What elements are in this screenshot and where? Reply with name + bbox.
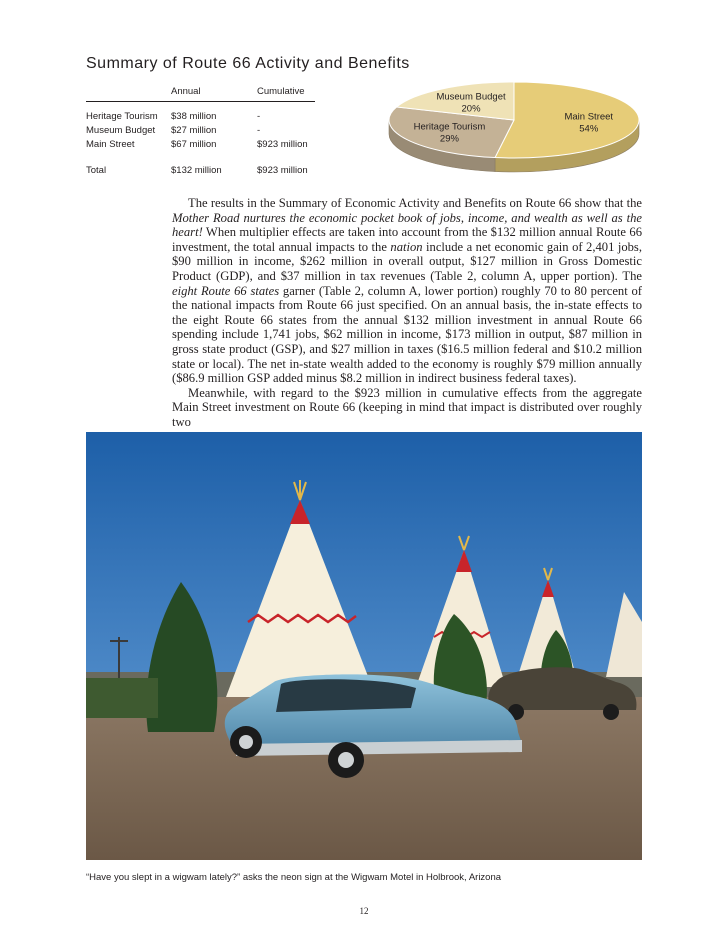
table-cell: $38 million	[171, 111, 217, 122]
pie-label: Museum Budget	[436, 91, 506, 103]
page-number: 12	[359, 906, 369, 916]
table-header-rule	[86, 101, 315, 102]
pie-label: Main Street	[564, 111, 614, 123]
paragraph: Meanwhile, with regard to the $923 million in cumulative effects from the aggregate Main Street investment on Route 66 (keeping in mind that impact is distributed over roughly two	[172, 385, 642, 429]
table-cell: $923 million	[257, 139, 308, 150]
table-cell: $27 million	[171, 125, 217, 136]
page-title: Summary of Route 66 Activity and Benefits	[86, 55, 410, 72]
table-cell: Total	[86, 165, 107, 176]
col-header-cumulative: Cumulative	[257, 86, 305, 97]
table-cell: $923 million	[257, 165, 308, 176]
table-cell: Main Street	[86, 139, 135, 150]
pie-value-label: 54%	[579, 123, 599, 135]
body-text	[172, 196, 642, 430]
paragraph: The results in the Summary of Economic Activity and Benefits on Route 66 show that the Mother Road nurtures the economic pocket book of jobs, income, and wealth as well as the heart! When multiplier effects are taken into account from the $132 million annual Route 66 investment, the total annual impacts to the nation include a net economic gain of 2,401 jobs, $90 million in income, $262 million in overall output, $127 million in Gross Domestic Product (GDP), and $37 million in tax revenues (Table 2, column A, upper portion). The eight Route 66 states garner (Table 2, column A, lower portion) roughly 70 to 80 percent of the national impacts from Route 66 just specified. On an annual basis, the in-state effects to the eight Route 66 states from the annual $132 million investment in annual Route 66 spending include 1,741 jobs, $62 million in income, $173 million in output, $87 million in gross state product (GSP), and $27 million in taxes ($16.5 million federal and $10.2 million state or local). The net in-state wealth added to the economy is roughly $79 million annually ($86.9 million GSP added minus $8.2 million in indirect business federal taxes).	[172, 196, 642, 386]
wigwam-motel-photo	[86, 432, 642, 860]
table-cell: Heritage Tourism	[86, 111, 158, 122]
pie-label: Heritage Tourism	[413, 121, 486, 133]
photo-caption: “Have you slept in a wigwam lately?” asks the neon sign at the Wigwam Motel in Holbrook, Arizona	[86, 872, 502, 883]
col-header-annual: Annual	[171, 86, 201, 97]
table-cell: $132 million	[171, 165, 222, 176]
pie-chart	[384, 80, 644, 180]
pie-value-label: 20%	[461, 103, 481, 115]
table-cell: -	[257, 125, 261, 136]
table-cell: -	[257, 111, 261, 122]
table-cell: Museum Budget	[86, 125, 156, 136]
pie-value-label: 29%	[439, 133, 459, 145]
table-cell: $67 million	[171, 139, 217, 150]
